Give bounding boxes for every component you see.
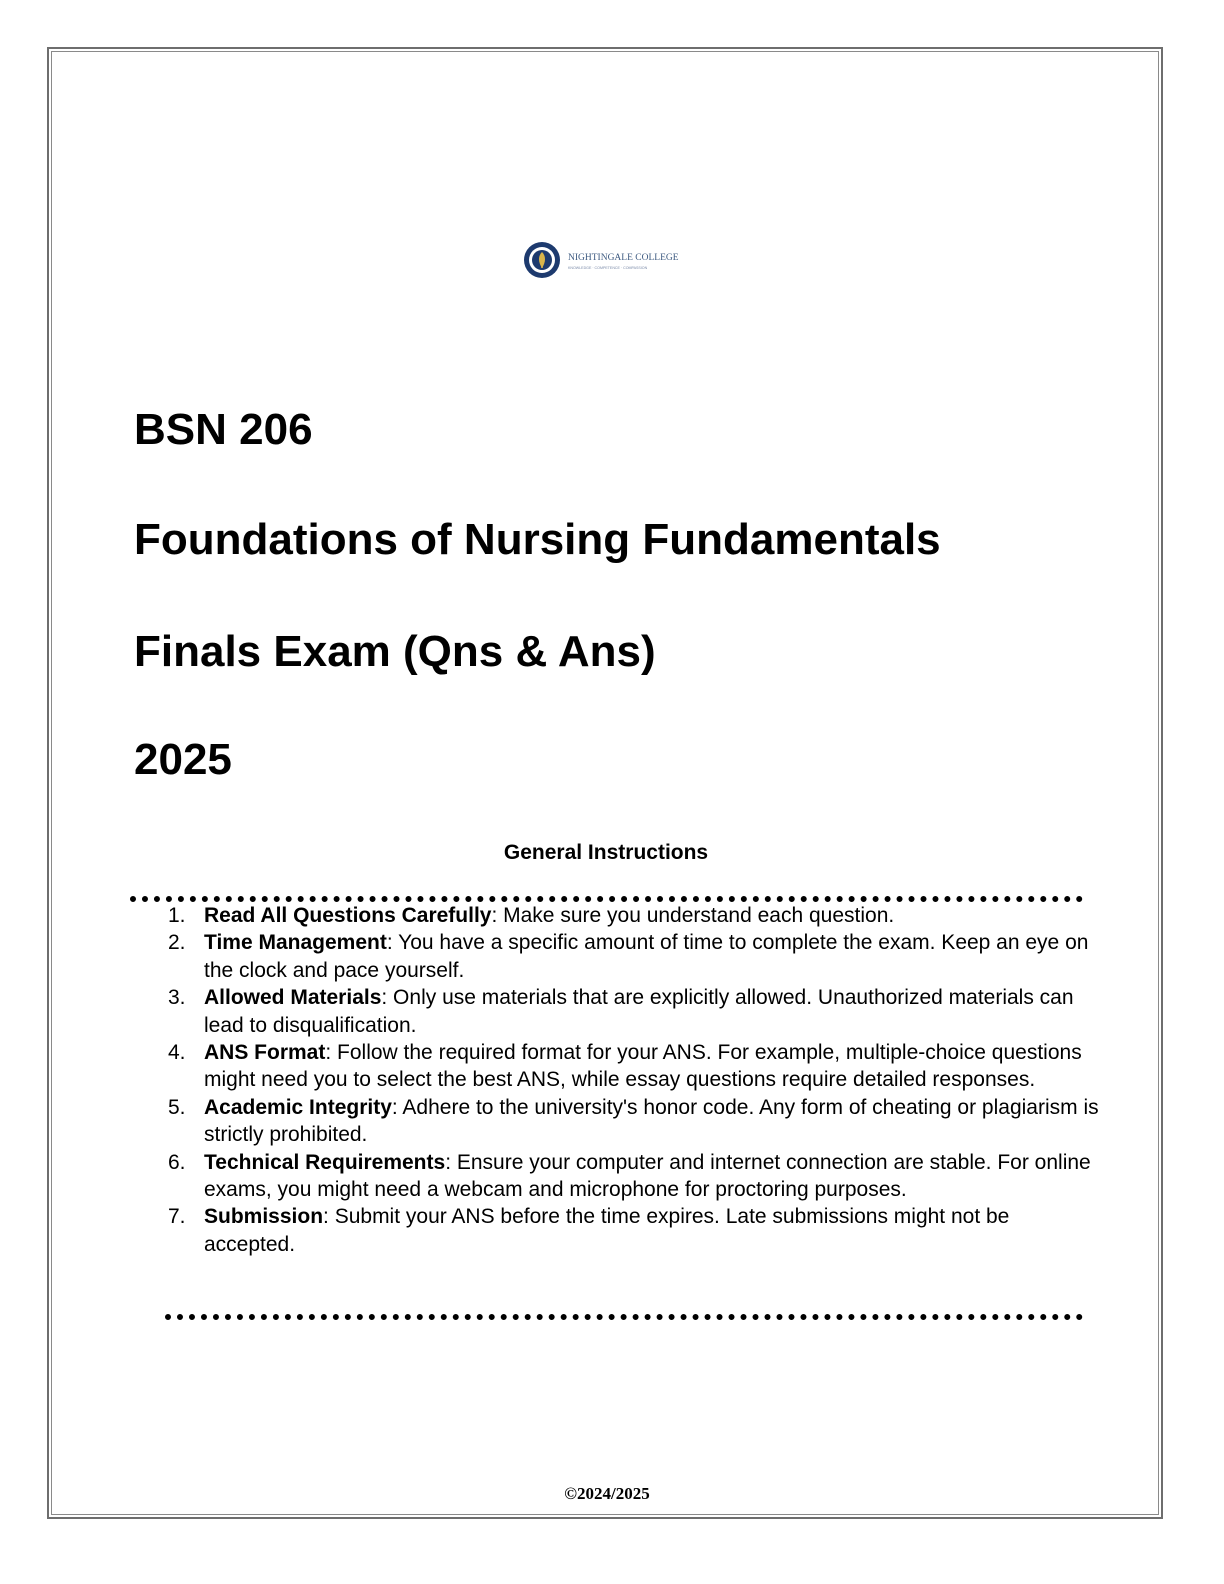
dotted-rule-bottom — [165, 1314, 1083, 1320]
item-number: 6. — [168, 1150, 186, 1174]
exam-title: Finals Exam (Qns & Ans) — [134, 627, 656, 676]
list-item — [160, 929, 1100, 984]
list-item — [160, 1039, 1100, 1094]
item-text: : Submit your ANS before the time expires. Late submissions might not be accepted. — [204, 1205, 1010, 1256]
item-number: 2. — [168, 931, 186, 955]
item-text: : Adhere to the university's honor code. Any form of cheating or plagiarism is strictly prohibited. — [204, 1095, 1099, 1147]
copyright-footer: ©2024/2025 — [564, 1484, 650, 1503]
item-term: Allowed Materials — [204, 986, 382, 1010]
list-item — [160, 984, 1100, 1039]
instructions-list — [160, 902, 1100, 1258]
item-number: 7. — [168, 1205, 186, 1229]
item-text: : You have a specific amount of time to complete the exam. Keep an eye on the clock and pace yourself. — [204, 931, 1089, 982]
item-text: : Ensure your computer and internet connection are stable. For online exams, you might need a webcam and microphone for proctoring purposes. — [204, 1150, 1091, 1202]
item-number: 1. — [168, 904, 186, 927]
item-number: 4. — [168, 1041, 186, 1065]
logo-name: NIGHTINGALE COLLEGE — [568, 253, 679, 263]
item-text: : Follow the required format for your ANS. For example, multiple-choice questions might need you to select the best ANS, while essay questions require detailed responses. — [204, 1041, 1082, 1092]
course-code: BSN 206 — [134, 405, 313, 454]
list-item — [160, 1094, 1100, 1149]
list-item — [160, 1203, 1100, 1258]
exam-year: 2025 — [134, 735, 232, 784]
item-text: : Make sure you understand each question. — [491, 904, 895, 927]
college-logo — [522, 238, 692, 282]
list-item — [160, 902, 1100, 929]
course-title: Foundations of Nursing Fundamentals — [134, 515, 941, 564]
item-term: Submission — [204, 1205, 324, 1229]
item-number: 3. — [168, 986, 186, 1010]
item-term: Academic Integrity — [204, 1095, 392, 1119]
college-seal-icon — [522, 238, 692, 282]
instructions-title: General Instructions — [503, 841, 709, 864]
item-term: Technical Requirements — [204, 1150, 446, 1174]
item-term: Read All Questions Carefully — [204, 904, 492, 927]
item-text: : Only use materials that are explicitly allowed. Unauthorized materials can lead to disqualification. — [204, 986, 1074, 1037]
item-term: Time Management — [204, 931, 387, 955]
logo-tagline: KNOWLEDGE · COMPETENCE · COMPASSION — [568, 266, 648, 270]
item-term: ANS Format — [204, 1041, 326, 1065]
list-item — [160, 1149, 1100, 1204]
item-number: 5. — [168, 1095, 186, 1119]
